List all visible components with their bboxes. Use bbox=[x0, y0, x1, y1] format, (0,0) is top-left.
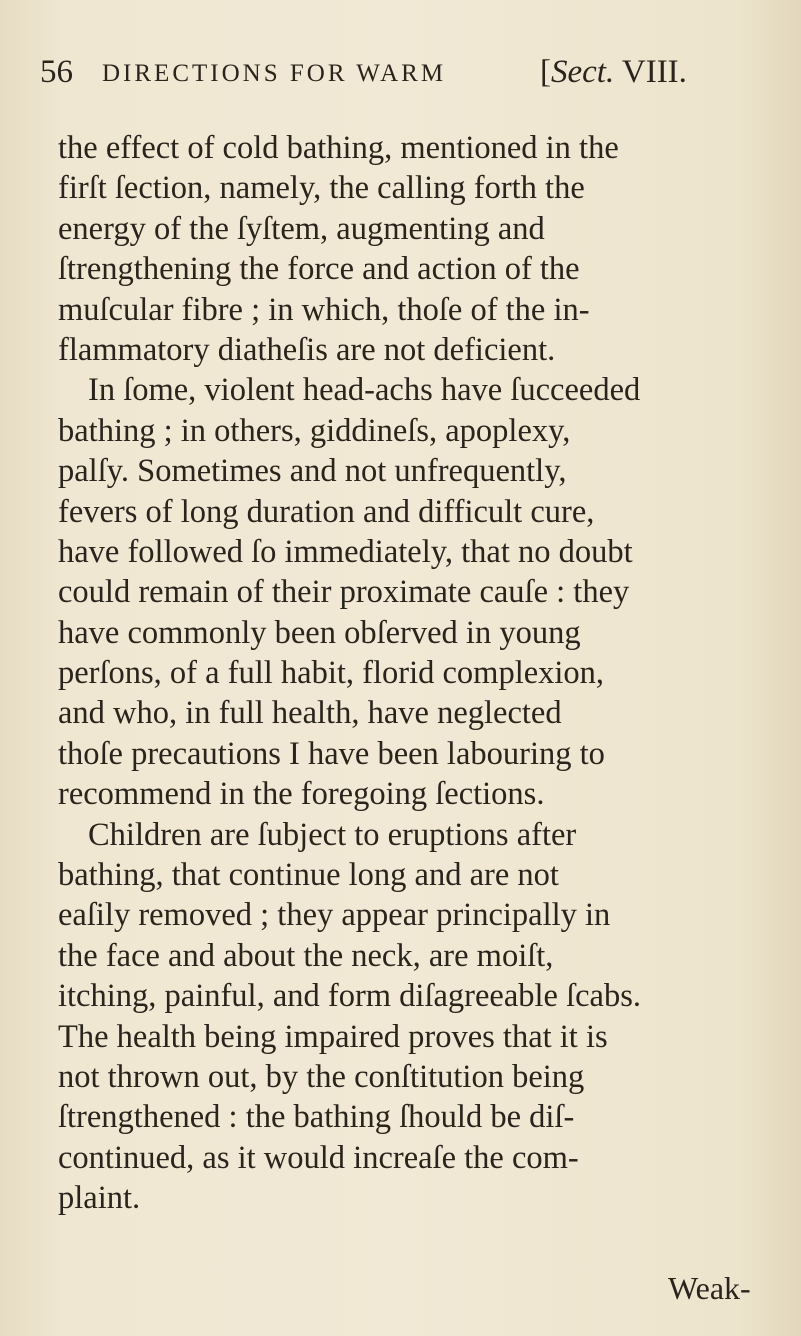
text-line: perſons, of a full habit, florid complexion, bbox=[58, 655, 605, 692]
text-line: thoſe precautions I have been labouring to bbox=[58, 735, 605, 772]
text-line: In ſome, violent head-achs have ſucceeded bbox=[88, 372, 641, 409]
page-number: 56 bbox=[40, 54, 73, 90]
text-line: not thrown out, by the conſtitution being bbox=[58, 1058, 585, 1095]
text-line: could remain of their proximate cauſe : they bbox=[58, 574, 630, 611]
text-line: have commonly been obſerved in young bbox=[58, 614, 581, 651]
section-reference: [Sect. VIII. bbox=[540, 54, 687, 90]
catchword: Weak- bbox=[668, 1270, 751, 1306]
text-line: The health being impaired proves that it is bbox=[58, 1018, 608, 1055]
page-header bbox=[40, 50, 780, 94]
text-line: the effect of cold bathing, mentioned in the bbox=[58, 130, 619, 166]
text-line: have followed ſo immediately, that no doubt bbox=[58, 533, 633, 570]
text-line: eaſily removed ; they appear principally in bbox=[58, 897, 611, 934]
section-label: Sect. bbox=[551, 54, 615, 90]
text-line: muſcular fibre ; in which, thoſe of the in- bbox=[58, 291, 590, 328]
text-line: flammatory diatheſis are not deficient. bbox=[58, 331, 556, 368]
text-line: palſy. Sometimes and not unfrequently, bbox=[58, 453, 567, 490]
text-line: the face and about the neck, are moiſt, bbox=[58, 937, 554, 974]
text-line: fevers of long duration and difficult cure, bbox=[58, 493, 595, 530]
text-line: firſt ſection, namely, the calling forth the bbox=[58, 170, 585, 207]
text-line: and who, in full health, have neglected bbox=[58, 695, 562, 732]
text-line: ſtrengthened : the bathing ſhould be diſ- bbox=[58, 1099, 575, 1136]
text-line: ſtrengthening the force and action of the bbox=[58, 251, 580, 288]
running-title: DIRECTIONS FOR WARM bbox=[102, 60, 447, 87]
text-line: Children are ſubject to eruptions after bbox=[88, 816, 577, 853]
text-line: plaint. bbox=[58, 1180, 141, 1217]
section-number: VIII. bbox=[614, 54, 687, 90]
text-line: continued, as it would increaſe the com- bbox=[58, 1139, 579, 1176]
text-line: bathing ; in others, giddineſs, apoplexy, bbox=[58, 412, 571, 449]
text-line: itching, painful, and form diſagreeable ſcabs. bbox=[58, 978, 641, 1015]
text-line: bathing, that continue long and are not bbox=[58, 857, 559, 894]
text-line: recommend in the foregoing ſections. bbox=[58, 776, 545, 813]
text-line: energy of the ſyſtem, augmenting and bbox=[58, 210, 545, 247]
body-text bbox=[58, 128, 758, 1219]
